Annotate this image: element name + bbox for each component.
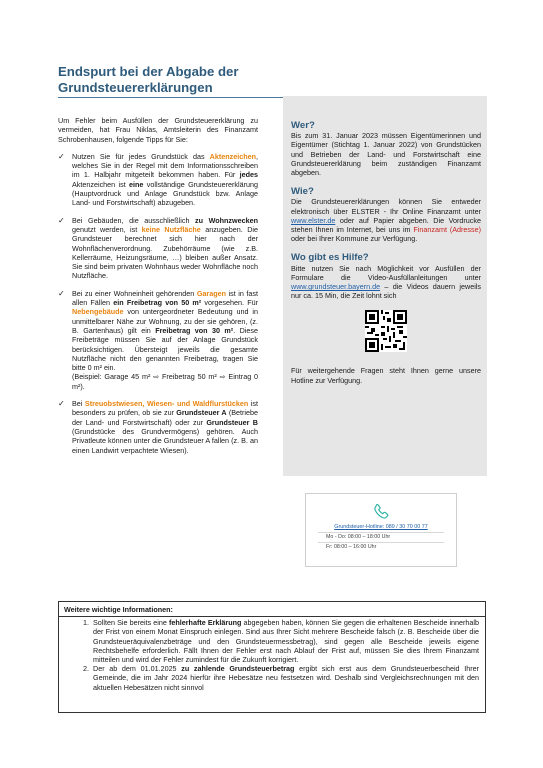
further-info-box — [58, 601, 486, 713]
example-text: (Beispiel: Garage 45 m² ⇨ Freibetrag 50 m² ⇨ Eintrag 0 m²). — [72, 372, 258, 391]
list-item: 2. Der ab dem 01.01.2025 zu zahlende Grundsteuerbetrag ergibt sich erst aus dem Grundsteuerbescheid Ihrer Gemeinde, die im Jahr 2024 hierfür ihre Hebesätze neu festsetzen wird. Deshalb sind Vergleichsrechnungen mit den aktuellen Hebesätzen nicht sinnvol — [91, 664, 479, 692]
section-wie: Wie? Die Grundsteuererklärungen können Sie entweder elektronisch über ELSTER - Ihr Online Finanzamt unter www.elster.de oder auf Papier abgeben. Die Vordrucke stehen Ihnen im Internet, bei uns im Finanzamt (Adresse) oder bei Ihrer Kommune zur Verfügung. — [291, 186, 481, 244]
grundsteuer-bayern-link[interactable]: www.grundsteuer.bayern.de — [291, 282, 381, 292]
tip-wohnzwecke: ✓ Bei Gebäuden, die ausschließlich zu Wohnzwecken genutzt werden, ist keine Nutzfläche anzugeben. Die Grundsteuer berechnet sich hier nach der Wohnflächenverordnung. Zubehörräume (wie z.B. Kellerräume, Heizungsräume, …) bleiben außer Ansatz. Sie sind beim privaten Wohnhaus weder Wohnfläche noch Nutzfläche. — [58, 215, 258, 281]
further-info-list — [59, 617, 485, 692]
info-sidebar — [283, 96, 487, 476]
elster-link[interactable]: www.elster.de — [291, 215, 336, 225]
hotline-hours-mo-do: Mo - Do: 08:00 – 18:00 Uhr — [318, 532, 444, 540]
checkmark-icon: ✓ — [58, 288, 65, 298]
page-title: Endspurt bei der Abgabe der Grundsteuererklärungen — [58, 64, 239, 95]
heading-wer: Wer? — [291, 120, 315, 131]
intro-text: Um Fehler beim Ausfüllen der Grundsteuererklärung zu vermeiden, hat Frau Niklas, Amtsleiterin des Finanzamt Schrobenhausen, folgende Tipps für Sie: — [58, 116, 258, 144]
checkmark-icon: ✓ — [58, 215, 65, 225]
heading-hilfe: Wo gibt es Hilfe? — [291, 252, 369, 264]
section-hilfe: Wo gibt es Hilfe? Bitte nutzen Sie nach Möglichkeit vor Ausfüllen der Formulare die Video-Ausfüllanleitungen unter www.grundsteuer.bayern.de – die Videos dauern jeweils nur ca. 15 Min, die Zeit lohnt sich — [291, 252, 481, 301]
tips-column — [58, 116, 258, 455]
hotline-card — [305, 493, 457, 567]
section-wer: Wer? Bis zum 31. Januar 2023 müssen Eigentümerinnen und Eigentümer (Stichtag 1. Januar 2022) von Grundstücken und Betrieben der Land- und Forstwirtschaft eine Grundsteuererklärung beim zuständigen Finanzamt abgeben. — [291, 120, 481, 178]
tip-aktenzeichen: ✓ Nutzen Sie für jedes Grundstück das Aktenzeichen, welches Sie in der Regel mit dem Informationsschreiben im 1. Halbjahr mitgeteilt bekommen haben. Für jedes Aktenzeichen ist eine vollständige Grundsteuererklärung (Hauptvordruck und Anlage Grundstück bzw. Anlage Land- und Forstwirtschaft) abzugeben. — [58, 151, 258, 208]
tip-streuobstwiesen: ✓ Bei Streuobstwiesen, Wiesen- und Waldflurstücken ist besonders zu prüfen, ob sie zur Grundsteuer A (Betriebe der Land- und Forstwirtschaft) oder zur Grundsteuer B (Grundstücke des Grundvermögens) gehören. Auch Privatleute können unter die Grundsteuer A fallen (z. B. an einen Landwirt verpachtete Wiesen). — [58, 399, 259, 455]
checkmark-icon: ✓ — [58, 151, 65, 161]
qr-code-icon[interactable] — [365, 310, 407, 352]
heading-wie: Wie? — [291, 186, 314, 198]
list-item: 1. Sollten Sie bereits eine fehlerhafte Erklärung abgegeben haben, können Sie gegen die erhaltenen Bescheide innerhalb der Frist von einem Monat Einspruch einlegen. Sind aus Ihrer Sicht mehrere Bescheide falsch (z. B. Bescheide über die Grundsteueräquivalenzbeträge und den Grundsteuermessbetrag), sind gegen alle Bescheide jeweils eigene Rechtsbehelfe erforderlich. Fällt Ihnen der Fehler erst nach Ablauf der Frist auf, müssen Sie dies Ihrem Finanzamt mitteilen und wird der Fehler zumindest für die Zukunft korrigiert. — [91, 618, 479, 664]
tip-garagen: ✓ Bei zu einer Wohneinheit gehörenden Garagen ist in fast allen Fällen ein Freibetrag von 50 m² vorgesehen. Für Nebengebäude von untergeordneter Bedeutung und in unmittelbarer Nähe zur Wohnung, zu der sie gehören, (z. B. Gartenhaus) gilt ein Freibetrag von 30 m². Diese Freibeträge müssen Sie auf der Anlage Grundstück berücksichtigen. Übersteigt jeweils die gesamte Nutzfläche nicht den genannten Freibetrag, tragen Sie bitte 0 m² ein. — [58, 288, 258, 373]
hotline-number[interactable]: Grundsteuer-Hotline: 089 / 30 70 00 77 — [334, 524, 428, 530]
phone-icon — [371, 502, 391, 522]
hotline-hours-fr: Fr: 08:00 – 16:00 Uhr — [318, 542, 444, 550]
checkmark-icon: ✓ — [58, 399, 65, 409]
further-info-title: Weitere wichtige Informationen: — [64, 605, 173, 614]
hotline-note: Für weitergehende Fragen steht Ihnen gerne unsere Hotline zur Verfügung. — [291, 366, 481, 385]
